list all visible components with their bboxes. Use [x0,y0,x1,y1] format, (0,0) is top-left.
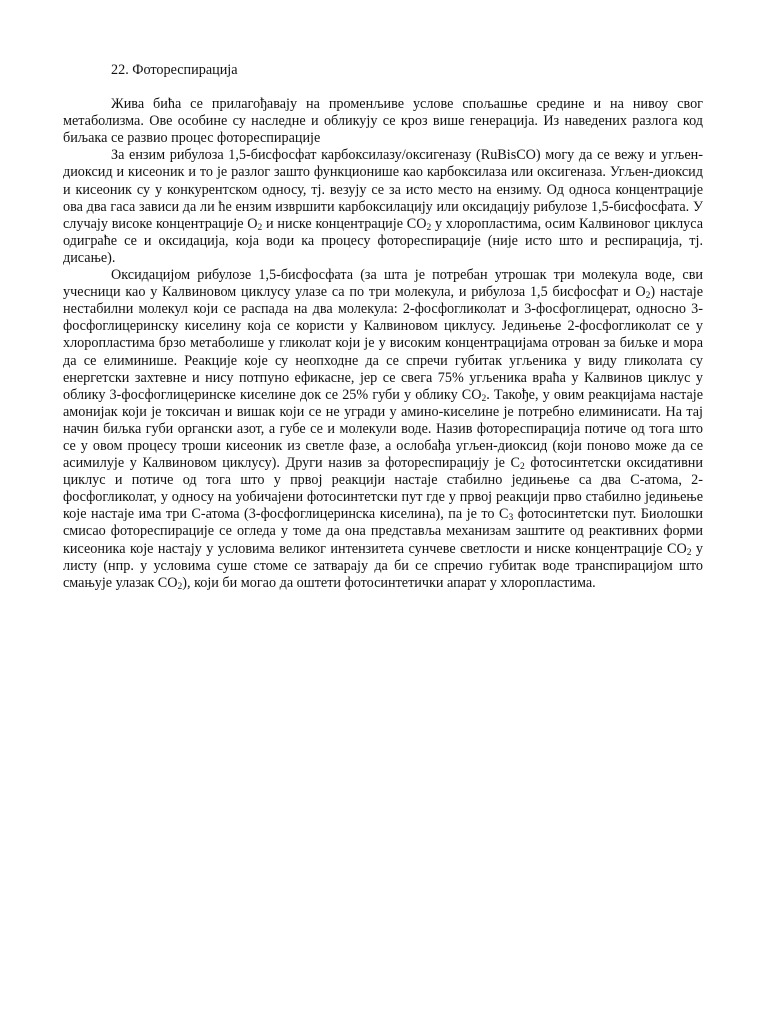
subscript-text: 2 [645,291,651,302]
paragraph-text: у хлоропластима, осим Калвиновог циклуса одиграће се и оксидација, која води ка процесу фотореспирације (није исто што и респирација, тј. дисање). [63,215,704,266]
paragraph-text: ) настаје нестабилни молекул који се распада на два молекула: 2-фосфогликолат и 3-фосфоглицерат, односно 3-фосфоглицеринску киселину која се користи у Калвиновом циклусу. Једињење 2-фосфогликолат се у хлоропластима брзо метаболише у гликолат који је у високим концентрацијама отрован за биљке и мора да се елиминише. Реакције које су неопходне да се спречи губитак угљеника у виду гликолата су енергетски захтевне и нису потпуно ефикасне, јер се свега 75% угљеника враћа у Калвинов циклус у облику 3-фосфоглицеринске киселине док се 25% губи у облику CO [63,284,703,403]
paragraph-text: фотосинтетски пут. Биолошки смисао фотореспирације се огледа у томе да она представља механизам заштите од реактивних форми кисеоника које настају у условима великог интензитета сунчеве светлости и ниске концентрације CO [63,506,703,557]
document-body [63,96,703,592]
paragraph-text: ), који би могао да оштети фотосинтетички апарат у хлоропластима. [182,574,596,591]
body-paragraph [63,96,703,147]
paragraph-text: и ниске концентрације CO [262,215,427,232]
subscript-text: 2 [426,222,432,233]
section-heading: 22. Фотореспирација [111,62,238,78]
paragraph-text: у листу (нпр. у условима суше стоме се затварају да би се спречио губитак воде транспирацијом што смањује улазак CO [63,540,703,591]
paragraph-text: фотосинтетски оксидативни циклус и потиче од тога што у првој реакцији настаје стабилно једињење са два C-атома, 2-фосфогликолат, у односу на уобичајени фотосинтетски пут где у првој реакцији прво стабилно једињење које настаје има три C-атома (3-фосфоглицеринска киселина), па је то C [63,455,703,523]
subscript-text: 2 [686,547,692,558]
subscript-text: 2 [257,222,263,233]
subscript-text: 2 [177,581,183,592]
subscript-text: 2 [481,393,487,404]
subscript-text: 2 [520,462,525,473]
paragraph-text: . Такође, у овим реакцијама настаје амонијак који је токсичан и вишак који се не угради у амино-киселине је потребно елиминисати. На тај начин биљка губи органски азот, а губе се и молекули воде. Назив фотореспирација потиче од тога што се у овом процесу троши кисеоник из светле фазе, а ослобађа угљен-диоксид (који поново може да се асимилује у Калвиновом циклусу). Други назив за фотореспирацију је C [63,386,703,472]
body-paragraph [63,147,703,267]
document-page [63,62,703,592]
body-paragraph [63,267,703,592]
subscript-text: 3 [508,513,514,524]
paragraph-text: Жива бића се прилагођавају на променљиве услове спољашње средине и на нивоу свог метаболизма. Ове особине су наследне и обликују се кроз више генерација. Из наведених разлога код биљака се развио процес фотореспирације [63,96,703,147]
paragraph-text: Оксидацијом рибулозе 1,5-бисфосфата (за шта је потребан утрошак три молекула воде, сви учесници као у Калвиновом циклусу улазе са по три молекула, и рибулоза 1,5 бисфосфат и O [63,267,703,301]
paragraph-text: За ензим рибулоза 1,5-бисфосфат карбоксилазу/оксигеназу (RuBisCO) могу да се вежу и угљен-диоксид и кисеоник и то је разлог зашто функционише као карбоксилаза или оксигеназа. Угљен-диоксид и кисеоник су у конкурентском односу, тј. везују се за исто место на ензиму. Од односа концентрације ова два гаса зависи да ли ће ензим извршити карбоксилацију или оксидацију рибулозе 1,5-бисфосфата. У случају високе концентрације O [63,147,703,232]
